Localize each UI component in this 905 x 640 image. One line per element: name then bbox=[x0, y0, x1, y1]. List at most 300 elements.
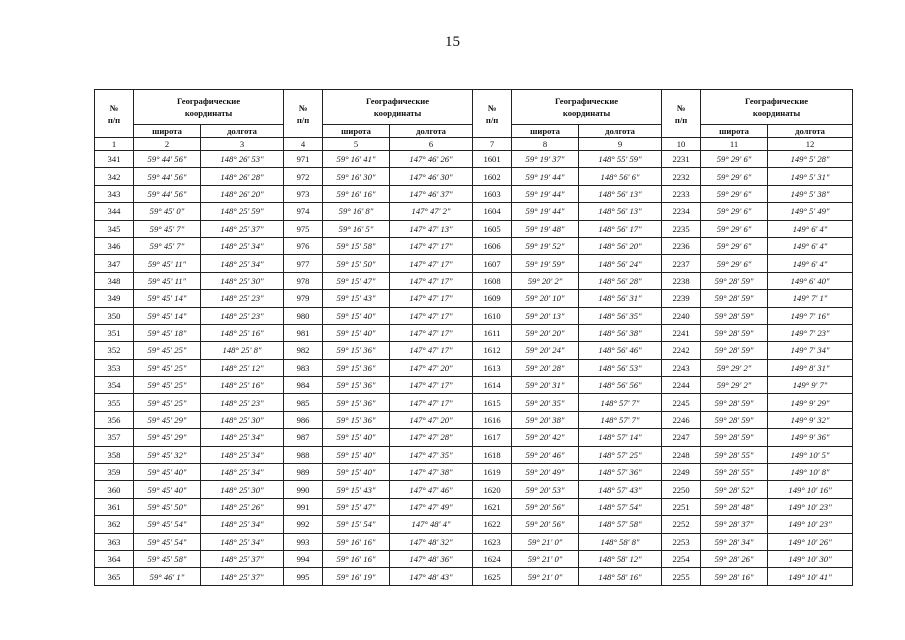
page-number: 15 bbox=[445, 34, 460, 50]
longitude-cell: 147° 47' 38" bbox=[390, 464, 473, 481]
longitude-cell: 148° 25' 30" bbox=[201, 411, 284, 428]
point-number-cell: 365 bbox=[95, 568, 134, 585]
latitude-cell: 59° 29' 6" bbox=[701, 255, 768, 272]
latitude-cell: 59° 44' 56" bbox=[134, 151, 201, 168]
longitude-cell: 148° 25' 37" bbox=[201, 220, 284, 237]
point-number-cell: 2252 bbox=[662, 516, 701, 533]
point-number-cell: 348 bbox=[95, 272, 134, 289]
latitude-cell: 59° 19' 44" bbox=[512, 168, 579, 185]
longitude-cell: 148° 25' 30" bbox=[201, 481, 284, 498]
longitude-cell: 148° 26' 20" bbox=[201, 185, 284, 202]
latitude-cell: 59° 28' 16" bbox=[701, 568, 768, 585]
longitude-cell: 148° 56' 13" bbox=[579, 185, 662, 202]
longitude-cell: 147° 47' 28" bbox=[390, 429, 473, 446]
longitude-cell: 149° 7' 34" bbox=[768, 342, 853, 359]
column-number: 4 bbox=[284, 138, 323, 151]
longitude-cell: 148° 25' 30" bbox=[201, 272, 284, 289]
latitude-cell: 59° 15' 47" bbox=[323, 272, 390, 289]
lon-header: долгота bbox=[390, 125, 473, 138]
coordinates-table bbox=[94, 89, 853, 586]
longitude-cell: 147° 47' 2" bbox=[390, 203, 473, 220]
longitude-cell: 148° 57' 14" bbox=[579, 429, 662, 446]
longitude-cell: 147° 48' 32" bbox=[390, 533, 473, 550]
longitude-cell: 149° 10' 5" bbox=[768, 446, 853, 463]
latitude-cell: 59° 15' 43" bbox=[323, 290, 390, 307]
point-number-cell: 2237 bbox=[662, 255, 701, 272]
latitude-cell: 59° 20' 13" bbox=[512, 307, 579, 324]
latitude-cell: 59° 46' 1" bbox=[134, 568, 201, 585]
longitude-cell: 148° 55' 59" bbox=[579, 151, 662, 168]
table-row bbox=[95, 220, 853, 237]
latitude-cell: 59° 19' 59" bbox=[512, 255, 579, 272]
point-number-cell: 1621 bbox=[473, 498, 512, 515]
latitude-cell: 59° 15' 40" bbox=[323, 324, 390, 341]
point-number-cell: 2241 bbox=[662, 324, 701, 341]
latitude-cell: 59° 16' 30" bbox=[323, 168, 390, 185]
point-number-cell: 1606 bbox=[473, 237, 512, 254]
point-number-cell: 1624 bbox=[473, 550, 512, 567]
latitude-cell: 59° 45' 25" bbox=[134, 394, 201, 411]
latitude-cell: 59° 29' 6" bbox=[701, 151, 768, 168]
longitude-cell: 149° 10' 30" bbox=[768, 550, 853, 567]
point-number-cell: 994 bbox=[284, 550, 323, 567]
point-number-cell: 991 bbox=[284, 498, 323, 515]
point-number-cell: 359 bbox=[95, 464, 134, 481]
point-number-cell: 350 bbox=[95, 307, 134, 324]
latitude-cell: 59° 44' 56" bbox=[134, 168, 201, 185]
point-number-cell: 2248 bbox=[662, 446, 701, 463]
longitude-cell: 148° 25' 34" bbox=[201, 429, 284, 446]
latitude-cell: 59° 29' 6" bbox=[701, 220, 768, 237]
longitude-cell: 147° 47' 17" bbox=[390, 324, 473, 341]
point-number-cell: 2246 bbox=[662, 411, 701, 428]
longitude-cell: 147° 47' 20" bbox=[390, 359, 473, 376]
table-row bbox=[95, 394, 853, 411]
latitude-cell: 59° 28' 59" bbox=[701, 394, 768, 411]
longitude-cell: 147° 47' 35" bbox=[390, 446, 473, 463]
geo-header: Географические координаты bbox=[323, 90, 473, 125]
geo-header: Географические координаты bbox=[134, 90, 284, 125]
table-row bbox=[95, 255, 853, 272]
point-number-cell: 988 bbox=[284, 446, 323, 463]
latitude-cell: 59° 20' 2" bbox=[512, 272, 579, 289]
latitude-cell: 59° 28' 59" bbox=[701, 342, 768, 359]
longitude-cell: 148° 25' 34" bbox=[201, 237, 284, 254]
point-number-cell: 1620 bbox=[473, 481, 512, 498]
latitude-cell: 59° 15' 43" bbox=[323, 481, 390, 498]
latitude-cell: 59° 20' 20" bbox=[512, 324, 579, 341]
longitude-cell: 148° 56' 28" bbox=[579, 272, 662, 289]
lon-header: долгота bbox=[579, 125, 662, 138]
longitude-cell: 147° 46' 26" bbox=[390, 151, 473, 168]
point-number-cell: 1615 bbox=[473, 394, 512, 411]
longitude-cell: 148° 25' 16" bbox=[201, 324, 284, 341]
longitude-cell: 148° 56' 53" bbox=[579, 359, 662, 376]
latitude-cell: 59° 45' 11" bbox=[134, 272, 201, 289]
latitude-cell: 59° 45' 40" bbox=[134, 464, 201, 481]
longitude-cell: 149° 9' 29" bbox=[768, 394, 853, 411]
point-number-cell: 1618 bbox=[473, 446, 512, 463]
point-number-cell: 1617 bbox=[473, 429, 512, 446]
table-row bbox=[95, 429, 853, 446]
longitude-cell: 147° 47' 17" bbox=[390, 394, 473, 411]
longitude-cell: 147° 47' 17" bbox=[390, 342, 473, 359]
latitude-cell: 59° 45' 18" bbox=[134, 324, 201, 341]
latitude-cell: 59° 16' 5" bbox=[323, 220, 390, 237]
lat-header: широта bbox=[134, 125, 201, 138]
column-number: 1 bbox=[95, 138, 134, 151]
longitude-cell: 148° 25' 34" bbox=[201, 533, 284, 550]
num-header: № п/п bbox=[473, 90, 512, 138]
longitude-cell: 149° 9' 32" bbox=[768, 411, 853, 428]
latitude-cell: 59° 20' 46" bbox=[512, 446, 579, 463]
table-row bbox=[95, 464, 853, 481]
longitude-cell: 148° 25' 34" bbox=[201, 516, 284, 533]
latitude-cell: 59° 15' 40" bbox=[323, 464, 390, 481]
point-number-cell: 995 bbox=[284, 568, 323, 585]
longitude-cell: 148° 25' 34" bbox=[201, 464, 284, 481]
latitude-cell: 59° 45' 14" bbox=[134, 307, 201, 324]
latitude-cell: 59° 45' 25" bbox=[134, 377, 201, 394]
table-body bbox=[95, 151, 853, 586]
longitude-cell: 148° 26' 53" bbox=[201, 151, 284, 168]
column-number: 7 bbox=[473, 138, 512, 151]
geo-header: Географические координаты bbox=[701, 90, 853, 125]
lon-header: долгота bbox=[201, 125, 284, 138]
latitude-cell: 59° 21' 0" bbox=[512, 550, 579, 567]
latitude-cell: 59° 45' 7" bbox=[134, 220, 201, 237]
lon-header: долгота bbox=[768, 125, 853, 138]
point-number-cell: 2254 bbox=[662, 550, 701, 567]
column-number-row bbox=[95, 138, 853, 151]
latitude-cell: 59° 29' 6" bbox=[701, 203, 768, 220]
longitude-cell: 149° 8' 31" bbox=[768, 359, 853, 376]
table-row bbox=[95, 446, 853, 463]
latitude-cell: 59° 28' 59" bbox=[701, 411, 768, 428]
point-number-cell: 1613 bbox=[473, 359, 512, 376]
latitude-cell: 59° 45' 40" bbox=[134, 481, 201, 498]
longitude-cell: 147° 47' 46" bbox=[390, 481, 473, 498]
longitude-cell: 147° 48' 36" bbox=[390, 550, 473, 567]
point-number-cell: 2242 bbox=[662, 342, 701, 359]
longitude-cell: 148° 25' 26" bbox=[201, 498, 284, 515]
latitude-cell: 59° 28' 34" bbox=[701, 533, 768, 550]
latitude-cell: 59° 15' 40" bbox=[323, 429, 390, 446]
column-number: 5 bbox=[323, 138, 390, 151]
longitude-cell: 148° 25' 23" bbox=[201, 307, 284, 324]
point-number-cell: 346 bbox=[95, 237, 134, 254]
latitude-cell: 59° 15' 36" bbox=[323, 411, 390, 428]
point-number-cell: 1605 bbox=[473, 220, 512, 237]
point-number-cell: 1611 bbox=[473, 324, 512, 341]
longitude-cell: 147° 46' 30" bbox=[390, 168, 473, 185]
column-number: 2 bbox=[134, 138, 201, 151]
latitude-cell: 59° 15' 36" bbox=[323, 342, 390, 359]
longitude-cell: 149° 7' 1" bbox=[768, 290, 853, 307]
point-number-cell: 2251 bbox=[662, 498, 701, 515]
point-number-cell: 1614 bbox=[473, 377, 512, 394]
longitude-cell: 149° 10' 23" bbox=[768, 498, 853, 515]
latitude-cell: 59° 45' 32" bbox=[134, 446, 201, 463]
point-number-cell: 2255 bbox=[662, 568, 701, 585]
table-row bbox=[95, 185, 853, 202]
column-number: 11 bbox=[701, 138, 768, 151]
longitude-cell: 148° 25' 23" bbox=[201, 394, 284, 411]
latitude-cell: 59° 20' 31" bbox=[512, 377, 579, 394]
point-number-cell: 364 bbox=[95, 550, 134, 567]
longitude-cell: 148° 57' 25" bbox=[579, 446, 662, 463]
latitude-cell: 59° 21' 0" bbox=[512, 533, 579, 550]
latitude-cell: 59° 45' 58" bbox=[134, 550, 201, 567]
longitude-cell: 147° 47' 49" bbox=[390, 498, 473, 515]
longitude-cell: 149° 5' 38" bbox=[768, 185, 853, 202]
latitude-cell: 59° 15' 36" bbox=[323, 359, 390, 376]
longitude-cell: 147° 47' 17" bbox=[390, 272, 473, 289]
latitude-cell: 59° 45' 7" bbox=[134, 237, 201, 254]
point-number-cell: 2243 bbox=[662, 359, 701, 376]
column-number: 6 bbox=[390, 138, 473, 151]
latitude-cell: 59° 45' 54" bbox=[134, 516, 201, 533]
latitude-cell: 59° 45' 14" bbox=[134, 290, 201, 307]
longitude-cell: 149° 5' 49" bbox=[768, 203, 853, 220]
longitude-cell: 148° 58' 12" bbox=[579, 550, 662, 567]
longitude-cell: 148° 56' 56" bbox=[579, 377, 662, 394]
latitude-cell: 59° 16' 41" bbox=[323, 151, 390, 168]
longitude-cell: 148° 25' 12" bbox=[201, 359, 284, 376]
point-number-cell: 973 bbox=[284, 185, 323, 202]
longitude-cell: 148° 56' 6" bbox=[579, 168, 662, 185]
point-number-cell: 2234 bbox=[662, 203, 701, 220]
latitude-cell: 59° 29' 6" bbox=[701, 237, 768, 254]
latitude-cell: 59° 29' 2" bbox=[701, 377, 768, 394]
point-number-cell: 1622 bbox=[473, 516, 512, 533]
table-row bbox=[95, 377, 853, 394]
longitude-cell: 148° 58' 16" bbox=[579, 568, 662, 585]
point-number-cell: 984 bbox=[284, 377, 323, 394]
point-number-cell: 986 bbox=[284, 411, 323, 428]
column-number: 3 bbox=[201, 138, 284, 151]
table-row bbox=[95, 516, 853, 533]
longitude-cell: 148° 25' 16" bbox=[201, 377, 284, 394]
table-row bbox=[95, 151, 853, 168]
point-number-cell: 358 bbox=[95, 446, 134, 463]
longitude-cell: 148° 57' 7" bbox=[579, 394, 662, 411]
table-row bbox=[95, 307, 853, 324]
latitude-cell: 59° 45' 29" bbox=[134, 429, 201, 446]
point-number-cell: 344 bbox=[95, 203, 134, 220]
latitude-cell: 59° 20' 35" bbox=[512, 394, 579, 411]
latitude-cell: 59° 28' 55" bbox=[701, 464, 768, 481]
point-number-cell: 2247 bbox=[662, 429, 701, 446]
point-number-cell: 342 bbox=[95, 168, 134, 185]
latitude-cell: 59° 19' 52" bbox=[512, 237, 579, 254]
point-number-cell: 363 bbox=[95, 533, 134, 550]
longitude-cell: 149° 5' 31" bbox=[768, 168, 853, 185]
point-number-cell: 2253 bbox=[662, 533, 701, 550]
latitude-cell: 59° 16' 16" bbox=[323, 185, 390, 202]
longitude-cell: 149° 7' 16" bbox=[768, 307, 853, 324]
column-number: 10 bbox=[662, 138, 701, 151]
longitude-cell: 149° 5' 28" bbox=[768, 151, 853, 168]
longitude-cell: 149° 10' 8" bbox=[768, 464, 853, 481]
point-number-cell: 347 bbox=[95, 255, 134, 272]
latitude-cell: 59° 16' 16" bbox=[323, 550, 390, 567]
longitude-cell: 148° 56' 38" bbox=[579, 324, 662, 341]
point-number-cell: 974 bbox=[284, 203, 323, 220]
latitude-cell: 59° 45' 50" bbox=[134, 498, 201, 515]
table-row bbox=[95, 168, 853, 185]
longitude-cell: 149° 6' 4" bbox=[768, 255, 853, 272]
longitude-cell: 147° 47' 17" bbox=[390, 237, 473, 254]
longitude-cell: 148° 56' 24" bbox=[579, 255, 662, 272]
latitude-cell: 59° 29' 2" bbox=[701, 359, 768, 376]
point-number-cell: 2233 bbox=[662, 185, 701, 202]
latitude-cell: 59° 21' 0" bbox=[512, 568, 579, 585]
point-number-cell: 2231 bbox=[662, 151, 701, 168]
table-row bbox=[95, 324, 853, 341]
longitude-cell: 148° 25' 37" bbox=[201, 568, 284, 585]
point-number-cell: 972 bbox=[284, 168, 323, 185]
point-number-cell: 979 bbox=[284, 290, 323, 307]
point-number-cell: 360 bbox=[95, 481, 134, 498]
point-number-cell: 993 bbox=[284, 533, 323, 550]
longitude-cell: 147° 47' 13" bbox=[390, 220, 473, 237]
point-number-cell: 2249 bbox=[662, 464, 701, 481]
point-number-cell: 1601 bbox=[473, 151, 512, 168]
table-row bbox=[95, 237, 853, 254]
longitude-cell: 147° 47' 17" bbox=[390, 255, 473, 272]
longitude-cell: 149° 10' 23" bbox=[768, 516, 853, 533]
point-number-cell: 2232 bbox=[662, 168, 701, 185]
point-number-cell: 1610 bbox=[473, 307, 512, 324]
point-number-cell: 1616 bbox=[473, 411, 512, 428]
point-number-cell: 2250 bbox=[662, 481, 701, 498]
header-row bbox=[95, 90, 853, 125]
latitude-cell: 59° 20' 53" bbox=[512, 481, 579, 498]
latitude-cell: 59° 16' 8" bbox=[323, 203, 390, 220]
point-number-cell: 356 bbox=[95, 411, 134, 428]
point-number-cell: 341 bbox=[95, 151, 134, 168]
point-number-cell: 2236 bbox=[662, 237, 701, 254]
longitude-cell: 148° 25' 34" bbox=[201, 255, 284, 272]
latitude-cell: 59° 20' 56" bbox=[512, 498, 579, 515]
point-number-cell: 2239 bbox=[662, 290, 701, 307]
table-row bbox=[95, 272, 853, 289]
longitude-cell: 147° 47' 17" bbox=[390, 377, 473, 394]
table-row bbox=[95, 203, 853, 220]
longitude-cell: 148° 25' 59" bbox=[201, 203, 284, 220]
latitude-cell: 59° 28' 59" bbox=[701, 324, 768, 341]
longitude-cell: 148° 56' 20" bbox=[579, 237, 662, 254]
point-number-cell: 990 bbox=[284, 481, 323, 498]
point-number-cell: 987 bbox=[284, 429, 323, 446]
longitude-cell: 148° 56' 35" bbox=[579, 307, 662, 324]
longitude-cell: 149° 6' 4" bbox=[768, 220, 853, 237]
latitude-cell: 59° 20' 10" bbox=[512, 290, 579, 307]
latitude-cell: 59° 19' 48" bbox=[512, 220, 579, 237]
longitude-cell: 149° 9' 7" bbox=[768, 377, 853, 394]
table-row bbox=[95, 411, 853, 428]
point-number-cell: 981 bbox=[284, 324, 323, 341]
longitude-cell: 147° 47' 17" bbox=[390, 307, 473, 324]
num-header: № п/п bbox=[95, 90, 134, 138]
latitude-cell: 59° 44' 56" bbox=[134, 185, 201, 202]
longitude-cell: 149° 9' 36" bbox=[768, 429, 853, 446]
latitude-cell: 59° 16' 19" bbox=[323, 568, 390, 585]
lat-header: широта bbox=[323, 125, 390, 138]
latitude-cell: 59° 45' 11" bbox=[134, 255, 201, 272]
point-number-cell: 362 bbox=[95, 516, 134, 533]
lat-header: широта bbox=[512, 125, 579, 138]
table-row bbox=[95, 481, 853, 498]
column-number: 9 bbox=[579, 138, 662, 151]
num-header: № п/п bbox=[662, 90, 701, 138]
longitude-cell: 149° 10' 41" bbox=[768, 568, 853, 585]
point-number-cell: 1619 bbox=[473, 464, 512, 481]
point-number-cell: 1612 bbox=[473, 342, 512, 359]
longitude-cell: 148° 56' 31" bbox=[579, 290, 662, 307]
point-number-cell: 357 bbox=[95, 429, 134, 446]
point-number-cell: 976 bbox=[284, 237, 323, 254]
point-number-cell: 980 bbox=[284, 307, 323, 324]
latitude-cell: 59° 45' 0" bbox=[134, 203, 201, 220]
table-row bbox=[95, 359, 853, 376]
table-row bbox=[95, 498, 853, 515]
point-number-cell: 1623 bbox=[473, 533, 512, 550]
latitude-cell: 59° 28' 48" bbox=[701, 498, 768, 515]
latitude-cell: 59° 15' 36" bbox=[323, 377, 390, 394]
geo-header: Географические координаты bbox=[512, 90, 662, 125]
point-number-cell: 1609 bbox=[473, 290, 512, 307]
point-number-cell: 354 bbox=[95, 377, 134, 394]
point-number-cell: 992 bbox=[284, 516, 323, 533]
latitude-cell: 59° 15' 47" bbox=[323, 498, 390, 515]
latitude-cell: 59° 15' 40" bbox=[323, 307, 390, 324]
longitude-cell: 147° 47' 17" bbox=[390, 290, 473, 307]
point-number-cell: 1604 bbox=[473, 203, 512, 220]
point-number-cell: 2238 bbox=[662, 272, 701, 289]
longitude-cell: 147° 48' 43" bbox=[390, 568, 473, 585]
table-row bbox=[95, 533, 853, 550]
point-number-cell: 1602 bbox=[473, 168, 512, 185]
longitude-cell: 148° 25' 37" bbox=[201, 550, 284, 567]
latitude-cell: 59° 15' 50" bbox=[323, 255, 390, 272]
latitude-cell: 59° 16' 16" bbox=[323, 533, 390, 550]
longitude-cell: 148° 56' 13" bbox=[579, 203, 662, 220]
longitude-cell: 148° 57' 58" bbox=[579, 516, 662, 533]
longitude-cell: 148° 57' 43" bbox=[579, 481, 662, 498]
point-number-cell: 355 bbox=[95, 394, 134, 411]
point-number-cell: 353 bbox=[95, 359, 134, 376]
point-number-cell: 349 bbox=[95, 290, 134, 307]
longitude-cell: 149° 6' 4" bbox=[768, 237, 853, 254]
point-number-cell: 978 bbox=[284, 272, 323, 289]
longitude-cell: 148° 57' 54" bbox=[579, 498, 662, 515]
longitude-cell: 149° 10' 26" bbox=[768, 533, 853, 550]
longitude-cell: 148° 25' 8" bbox=[201, 342, 284, 359]
longitude-cell: 148° 57' 36" bbox=[579, 464, 662, 481]
point-number-cell: 985 bbox=[284, 394, 323, 411]
latitude-cell: 59° 28' 59" bbox=[701, 272, 768, 289]
point-number-cell: 1603 bbox=[473, 185, 512, 202]
point-number-cell: 975 bbox=[284, 220, 323, 237]
latitude-cell: 59° 20' 42" bbox=[512, 429, 579, 446]
longitude-cell: 149° 10' 16" bbox=[768, 481, 853, 498]
latitude-cell: 59° 28' 52" bbox=[701, 481, 768, 498]
longitude-cell: 148° 25' 23" bbox=[201, 290, 284, 307]
latitude-cell: 59° 29' 6" bbox=[701, 185, 768, 202]
point-number-cell: 2235 bbox=[662, 220, 701, 237]
